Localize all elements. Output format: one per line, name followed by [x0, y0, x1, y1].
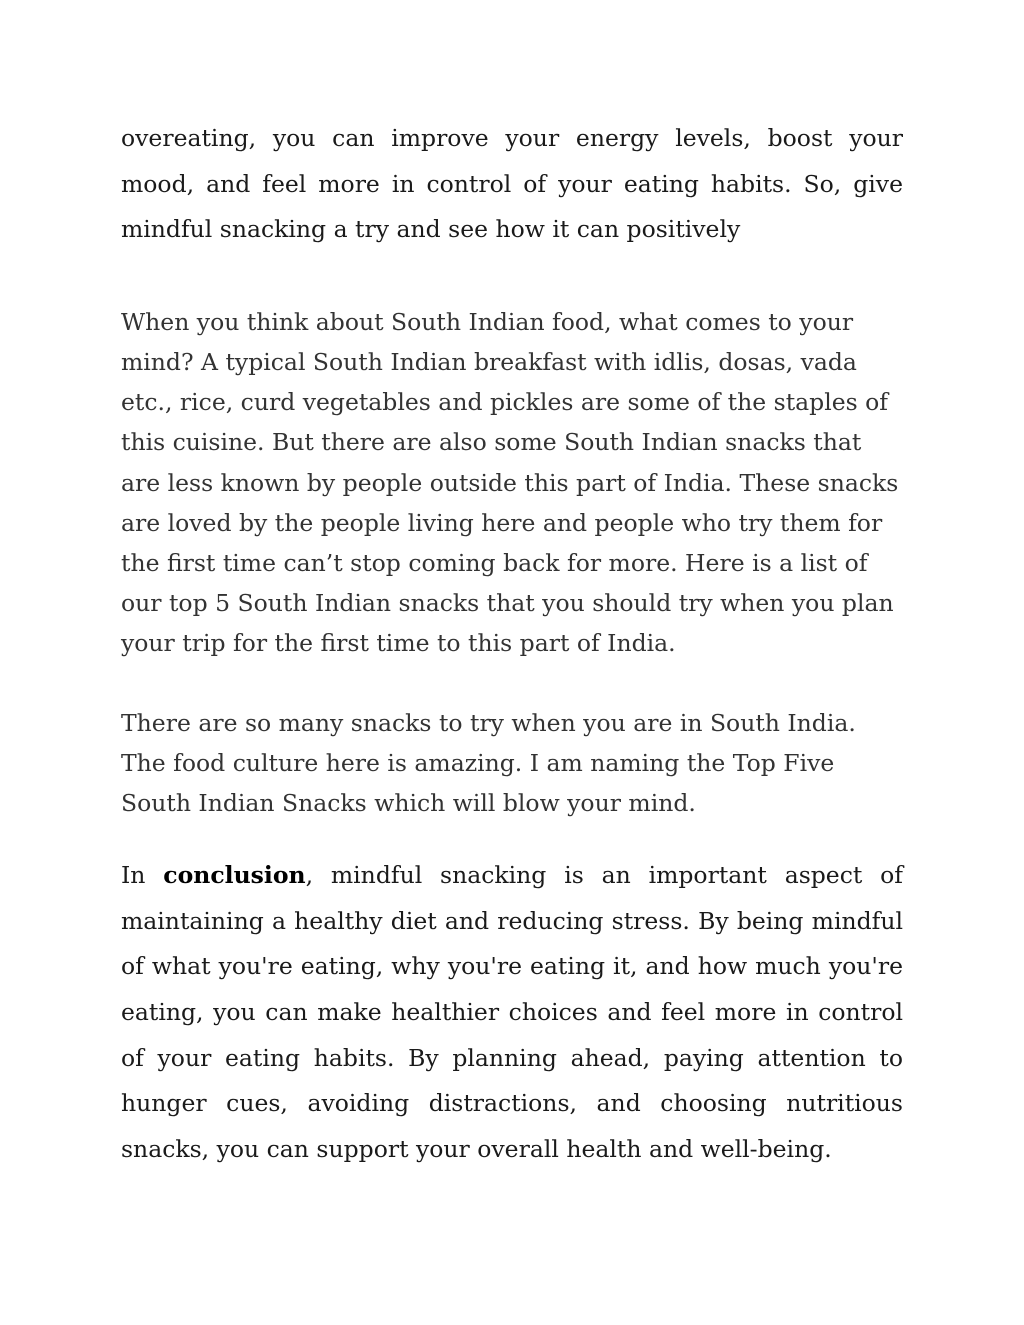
paragraph-snacks-to-try: There are so many snacks to try when you are in South India. The food culture here is amazing. I am naming the Top Five South Indian Snacks which will blow your mind. [121, 708, 856, 818]
conclusion-bold-word: conclusion [163, 861, 306, 890]
conclusion-body-text: , mindful snacking is an important aspect of maintaining a healthy diet and reducing stress. By being mindful of what you're eating, why you're eating it, and how much you're eating, you can make healthier choices and feel more in control of your eating habits. By planning ahead, paying attention to hunger cues, avoiding distractions, and choosing nutritious snacks, you can support your overall health and well-being. [121, 861, 903, 1163]
paragraph-conclusion [121, 853, 903, 1172]
document-body [121, 116, 903, 1172]
paragraph-south-indian-food: When you think about South Indian food, what comes to your mind? A typical South Indian breakfast with idlis, dosas, vada etc., rice, curd vegetables and pickles are some of the staples of this cuisine. But there are also some South Indian snacks that are less known by people outside this part of India. These snacks are loved by the people living here and people who try them for the first time can’t stop coming back for more. Here is a list of our top 5 South Indian snacks that you should try when you plan your trip for the first time to this part of India. [121, 307, 899, 658]
conclusion-lead-text: In [121, 861, 164, 890]
paragraph-overeating: overeating, you can improve your energy levels, boost your mood, and feel more in control of your eating habits. So, give mindful snacking a try and see how it can positively [121, 124, 903, 244]
